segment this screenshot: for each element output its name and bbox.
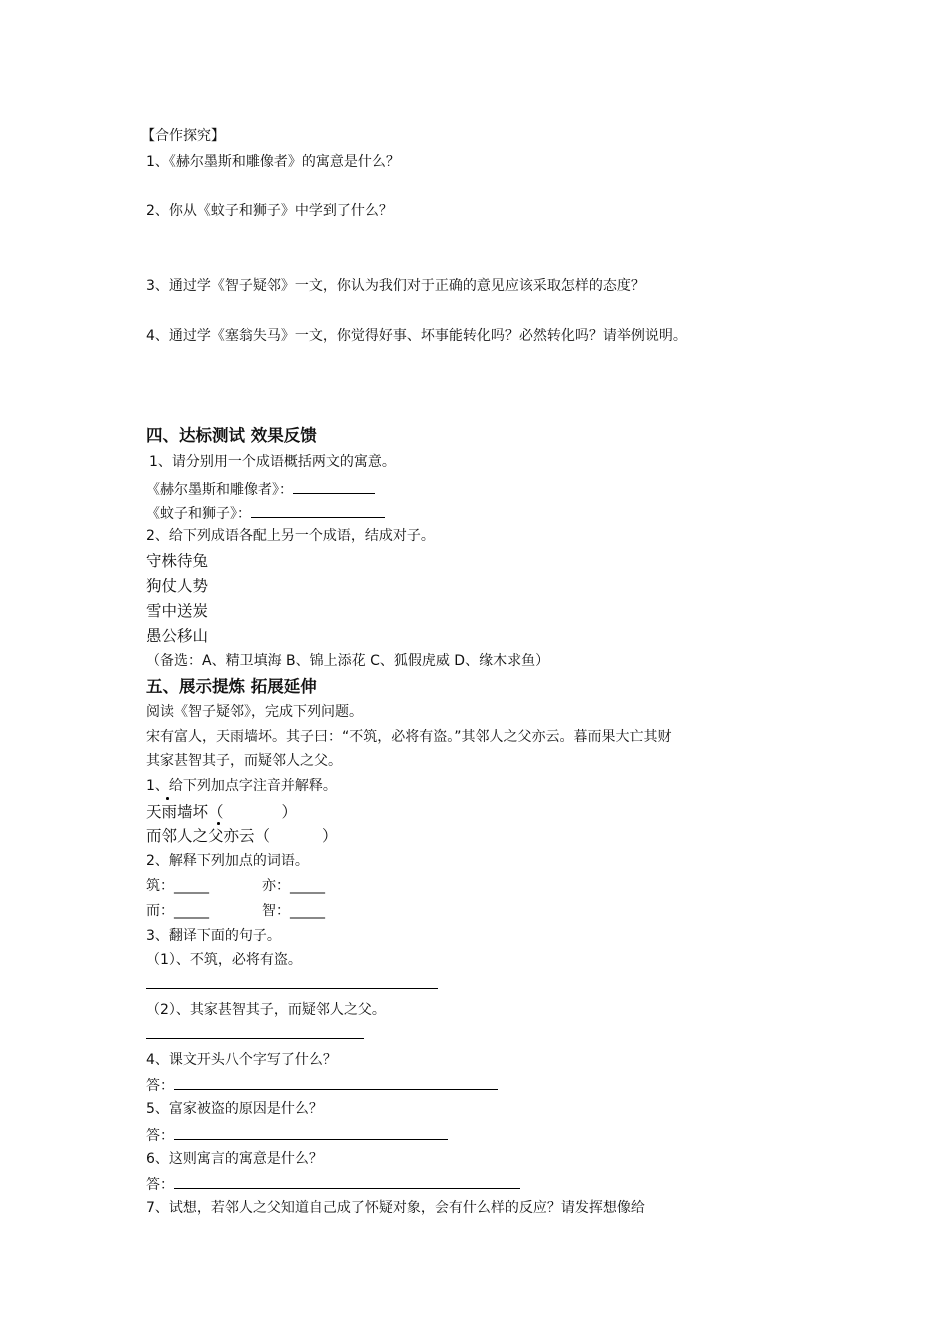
section-heading-coop: 【合作探究】 bbox=[141, 128, 225, 144]
answer-blank[interactable] bbox=[174, 1074, 498, 1090]
s5-question-3: 3、翻译下面的句子。 bbox=[146, 928, 281, 944]
s5-question-5: 5、富家被盗的原因是什么？ bbox=[146, 1101, 323, 1117]
word-item-yi bbox=[262, 876, 325, 896]
word-label: 亦： bbox=[262, 878, 290, 894]
answer-blank[interactable] bbox=[174, 1173, 520, 1189]
answer-row-4 bbox=[146, 1074, 498, 1096]
answer-row-6 bbox=[146, 1173, 520, 1195]
emphasis-dot bbox=[217, 822, 220, 825]
coop-question-3: 3、通过学《智子疑邻》一文，你认为我们对于正确的意见应该采取怎样的态度？ bbox=[146, 278, 645, 294]
idiom-item: 守株待兔 bbox=[146, 552, 209, 570]
paren-close: ） bbox=[322, 827, 338, 845]
section-title-4: 四、达标测试 效果反馈 bbox=[146, 426, 317, 445]
pinyin-item-2 bbox=[146, 826, 338, 846]
translate-sentence-1: （1）、不筑，必将有盗。 bbox=[146, 952, 302, 968]
answer-blank[interactable]: _____ bbox=[174, 878, 209, 894]
idiom-item: 狗仗人势 bbox=[146, 577, 209, 595]
s5-intro: 阅读《智子疑邻》，完成下列问题。 bbox=[146, 704, 363, 720]
s4-question-2: 2、给下列成语各配上另一个成语，结成对子。 bbox=[146, 528, 435, 544]
answer-row-5 bbox=[146, 1124, 448, 1146]
paren-close: ） bbox=[281, 803, 298, 821]
pinyin-item-2-text: 而邻人之父亦云（ bbox=[146, 827, 271, 845]
answer-line[interactable] bbox=[146, 988, 438, 989]
s5-question-2: 2、解释下列加点的词语。 bbox=[146, 853, 309, 869]
s4-fable-1-label: 《赫尔墨斯和雕像者》： bbox=[146, 482, 293, 498]
section-title-5: 五、展示提炼 拓展延伸 bbox=[146, 677, 317, 696]
answer-label: 答： bbox=[146, 1177, 174, 1193]
idiom-item: 雪中送炭 bbox=[146, 602, 209, 620]
s4-fable-2-line bbox=[146, 502, 385, 524]
idiom-options: （备选：A、精卫填海 B、锦上添花 C、狐假虎威 D、缘木求鱼） bbox=[146, 653, 550, 669]
answer-blank[interactable] bbox=[174, 1124, 448, 1140]
answer-blank[interactable] bbox=[293, 478, 375, 494]
s5-question-7: 7、试想，若邻人之父知道自己成了怀疑对象，会有什么样的反应？请发挥想像给 bbox=[146, 1200, 645, 1216]
coop-question-1: 1、《赫尔墨斯和雕像者》的寓意是什么？ bbox=[146, 154, 400, 170]
answer-line[interactable] bbox=[146, 1038, 364, 1039]
answer-blank[interactable]: _____ bbox=[290, 878, 325, 894]
s5-question-4: 4、课文开头八个字写了什么？ bbox=[146, 1052, 337, 1068]
coop-question-4: 4、通过学《塞翁失马》一文，你觉得好事、坏事能转化吗？必然转化吗？请举例说明。 bbox=[146, 328, 687, 344]
word-label: 智： bbox=[262, 903, 290, 919]
emphasis-dot bbox=[166, 797, 169, 800]
pinyin-item-1-text: 天雨墙坏（ bbox=[146, 803, 224, 821]
translate-sentence-2: （2）、其家甚智其子，而疑邻人之父。 bbox=[146, 1002, 386, 1018]
s5-question-1: 1、给下列加点字注音并解释。 bbox=[146, 778, 337, 794]
word-label: 筑： bbox=[146, 878, 174, 894]
idiom-item: 愚公移山 bbox=[146, 627, 209, 645]
s5-question-6: 6、这则寓言的寓意是什么？ bbox=[146, 1151, 323, 1167]
answer-label: 答： bbox=[146, 1128, 174, 1144]
coop-question-2: 2、你从《蚊子和狮子》中学到了什么？ bbox=[146, 203, 393, 219]
word-item-zhu bbox=[146, 876, 209, 896]
passage-line-2: 其家甚智其子，而疑邻人之父。 bbox=[146, 753, 342, 769]
word-item-er bbox=[146, 901, 209, 921]
answer-blank[interactable] bbox=[251, 502, 385, 518]
passage-line-1: 宋有富人，天雨墙坏。其子曰：“不筑，必将有盗。”其邻人之父亦云。暮而果大亡其财 bbox=[146, 729, 672, 745]
pinyin-item-1 bbox=[146, 802, 297, 822]
word-label: 而： bbox=[146, 903, 174, 919]
answer-blank[interactable]: _____ bbox=[174, 903, 209, 919]
s4-question-1: 1、请分别用一个成语概括两文的寓意。 bbox=[149, 454, 396, 470]
answer-blank[interactable]: _____ bbox=[290, 903, 325, 919]
answer-label: 答： bbox=[146, 1078, 174, 1094]
s4-fable-2-label: 《蚊子和狮子》： bbox=[146, 506, 251, 522]
word-item-zhi bbox=[262, 901, 325, 921]
s4-fable-1-line bbox=[146, 478, 375, 500]
